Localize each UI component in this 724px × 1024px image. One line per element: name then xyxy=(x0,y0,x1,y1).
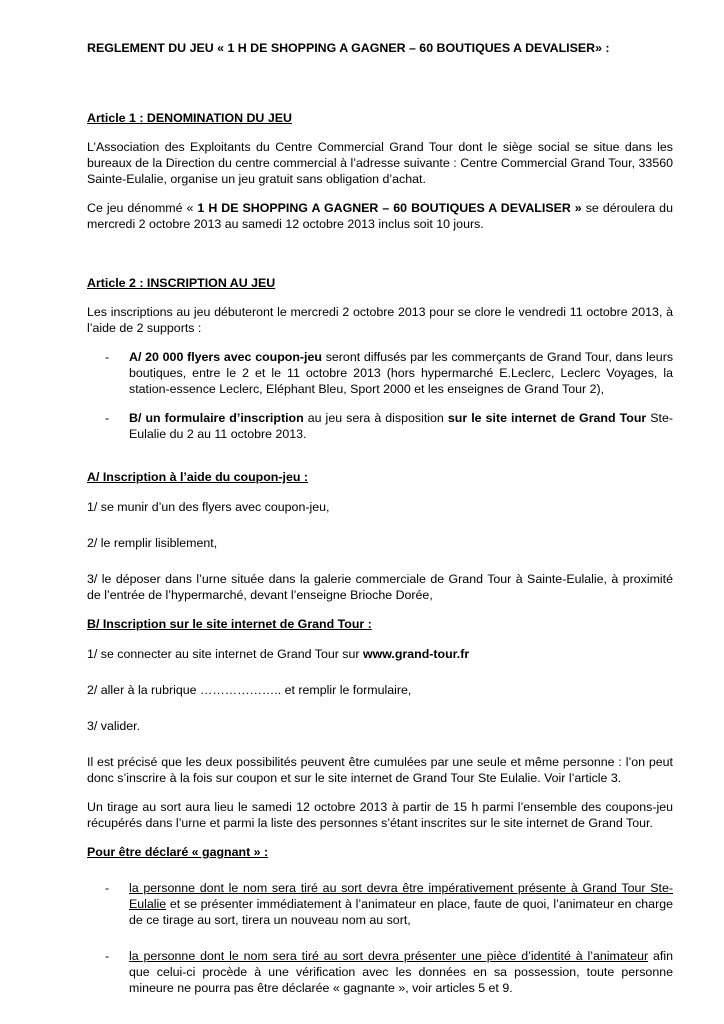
section-b-heading: B/ Inscription sur le site internet de Grand Tour : xyxy=(87,617,372,631)
condition-1-underlined: la personne dont le nom sera tiré au sort devra être impérativement présente à Grand Tour Ste-Eulalie xyxy=(129,881,673,911)
article1-p2-start: Ce jeu dénommé « xyxy=(87,201,198,215)
section-b-step-2: 2/ aller à la rubrique ……………….. et remplir le formulaire, xyxy=(87,683,412,697)
section-a-step-2: 2/ le remplir lisiblement, xyxy=(87,536,218,550)
list-dash: - xyxy=(105,411,110,425)
document-title: REGLEMENT DU JEU « 1 H DE SHOPPING A GAGNER – 60 BOUTIQUES A DEVALISER» : xyxy=(87,41,610,55)
article1-paragraph-2 xyxy=(87,200,673,232)
support-a-label: A/ 20 000 flyers avec coupon-jeu xyxy=(129,350,322,364)
support-b-text-1: au jeu sera à disposition xyxy=(303,411,448,425)
list-dash: - xyxy=(105,350,110,364)
article1-paragraph-1: L’Association des Exploitants du Centre Commercial Grand Tour dont le siège social se situe dans les bureaux de la Direction du centre commercial à l’adresse suivante : Centre Commercial Grand Tour, 33560 Sainte-Eulalie, organise un jeu gratuit sans obligation d’achat. xyxy=(87,140,673,186)
tirage-paragraph: Un tirage au sort aura lieu le samedi 12 octobre 2013 à partir de 15 h parmi l’ensemble des coupons-jeu récupérés dans l’urne et parmi la liste des personnes s’étant inscrites sur le site internet de Grand Tour. xyxy=(87,800,673,830)
section-b-step-1-text: 1/ se connecter au site internet de Grand Tour sur xyxy=(87,647,363,661)
condition-1-item xyxy=(87,880,673,928)
section-b-step-1 xyxy=(87,646,673,662)
section-a-heading: A/ Inscription à l’aide du coupon-jeu : xyxy=(87,470,308,484)
support-a-item xyxy=(87,349,673,397)
condition-1-text: et se présenter immédiatement à l’animateur en place, faute de quoi, l’animateur en charge de ce tirage au sort, tirera un nouveau nom au sort, xyxy=(129,897,673,927)
article2-intro: Les inscriptions au jeu débuteront le mercredi 2 octobre 2013 pour se clore le vendredi 11 octobre 2013, à l’aide de 2 supports : xyxy=(87,305,673,335)
section-b-step-3: 3/ valider. xyxy=(87,719,141,733)
condition-2-text: afin que celui-ci procède à une vérification avec les données en sa possession, toute personne mineure ne pourra pas être déclarée « gagnante », voir articles 5 et 9. xyxy=(129,949,674,995)
section-a-step-3: 3/ le déposer dans l’urne située dans la galerie commerciale de Grand Tour à Sainte-Eulalie, à proximité de l’entrée de l’hypermarché, devant l’enseigne Brioche Dorée, xyxy=(87,572,673,602)
list-dash: - xyxy=(105,949,110,963)
list-dash: - xyxy=(105,881,110,895)
game-name: 1 H DE SHOPPING A GAGNER – 60 BOUTIQUES A DEVALISER » xyxy=(197,201,582,215)
article1-heading: Article 1 : DENOMINATION DU JEU xyxy=(87,111,292,125)
support-b-label: B/ un formulaire d’inscription xyxy=(129,411,304,425)
support-b-text-2: Ste-Eulalie du 2 au 11 octobre 2013. xyxy=(129,411,674,441)
cumul-paragraph: Il est précisé que les deux possibilités peuvent être cumulées par une seule et même personne : l’on peut donc s’inscrire à la fois sur coupon et sur le site internet de Grand Tour Ste Eulalie. Voir l’article 3. xyxy=(87,755,673,785)
document-page xyxy=(87,40,673,996)
support-b-site: sur le site internet de Grand Tour xyxy=(447,411,647,425)
support-a-text: seront diffusés par les commerçants de Grand Tour, dans leurs boutiques, entre le 2 et le 11 octobre 2013 (hors hypermarché E.Leclerc, Leclerc Voyages, la station-essence Leclerc, Eléphant Bleu, Sport 2000 et les enseignes de Grand Tour 2), xyxy=(129,350,674,396)
gagnant-heading: Pour être déclaré « gagnant » : xyxy=(87,845,269,859)
article2-heading: Article 2 : INSCRIPTION AU JEU xyxy=(87,276,276,290)
section-a-step-1: 1/ se munir d’un des flyers avec coupon-jeu, xyxy=(87,500,330,514)
support-b-item xyxy=(87,410,673,442)
website-url: www.grand-tour.fr xyxy=(362,647,470,661)
article1-p2-end: se déroulera du mercredi 2 octobre 2013 au samedi 12 octobre 2013 inclus soit 10 jours. xyxy=(87,201,673,231)
condition-2-item xyxy=(87,948,673,996)
condition-2-underlined: la personne dont le nom sera tiré au sort devra présenter une pièce d’identité à l’animateur xyxy=(129,949,649,963)
